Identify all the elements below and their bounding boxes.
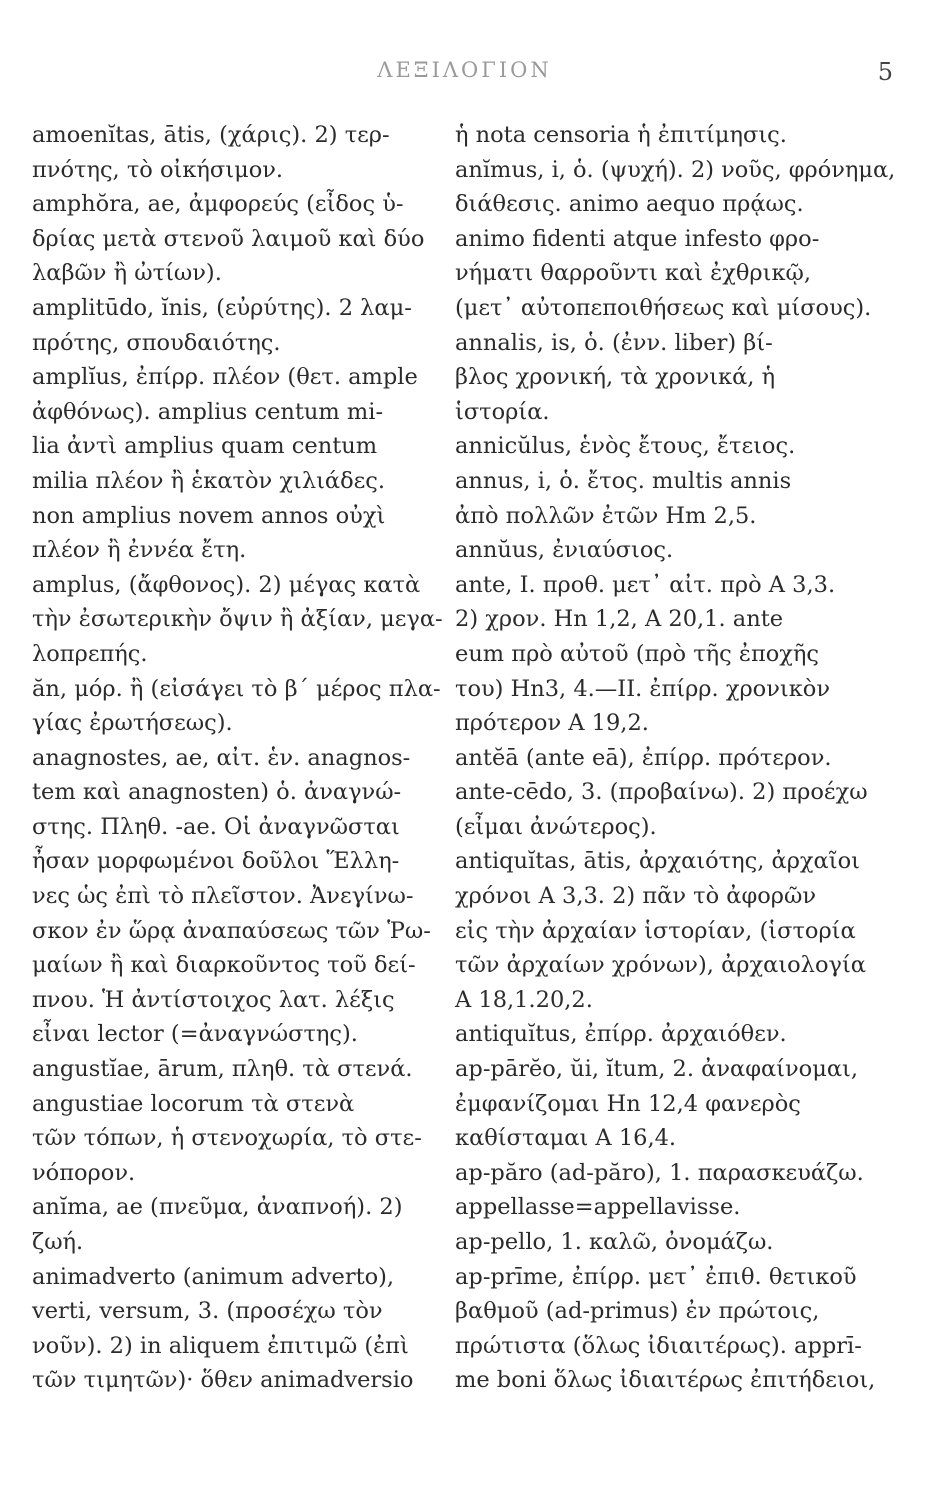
entry-line: annicŭlus, ἑνὸς ἔτους, ἔτειος. [455, 433, 796, 460]
entry-line: annŭus, ἐνιαύσιος. [455, 537, 674, 564]
entry-line: πλέον ἢ ἐννέα ἔτη. [32, 537, 247, 564]
entry-line: anagnostes, ae, αἰτ. ἑν. anagnos- [32, 744, 411, 771]
right-column [455, 118, 895, 1398]
entry-line: δρίας μετὰ στενοῦ λαιμοῦ καὶ δύο [32, 225, 425, 252]
entry-line: A 18,1.20,2. [455, 986, 593, 1013]
entry-line: πνότης, τὸ οἰκήσιμον. [32, 156, 284, 183]
entry-line: ap-prīme, ἐπίρρ. μετ᾽ ἐπιθ. θετικοῦ [455, 1263, 857, 1290]
entry-line: anĭmus, i, ὁ. (ψυχή). 2) νοῦς, φρόνημα, [455, 156, 896, 183]
entry-line: amplitūdo, ĭnis, (εὐρύτης). 2 λαμ- [32, 294, 412, 321]
entry-line: ζωή. [32, 1229, 84, 1255]
entry-line: ἱστορία. [455, 398, 550, 425]
entry-line: milia πλέον ἢ ἑκατὸν χιλιάδες. [32, 467, 386, 494]
entry-line: πρότης, σπουδαιότης. [32, 329, 281, 356]
entry-line: ap-păro (ad-păro), 1. παρασκευάζω. [455, 1159, 864, 1186]
entry-line: μαίων ἢ καὶ διαρκοῦντος τοῦ δεί- [32, 952, 416, 979]
left-column [32, 118, 447, 1398]
entry-line: annus, i, ὁ. ἔτος. multis annis [455, 467, 792, 494]
entry-line: angustiae locorum τὰ στενὰ [32, 1090, 355, 1117]
entry-line: ἀπὸ πολλῶν ἐτῶν Hm 2,5. [455, 502, 757, 529]
entry-line: ἦσαν μορφωμένοι δοῦλοι Ἕλλη- [32, 848, 400, 875]
running-title: ΛΕΞΙΛΟΓΙΟΝ [377, 58, 552, 82]
entry-line: στης. Πληθ. -ae. Οἱ ἀναγνῶσται [32, 813, 400, 840]
entry-line: ἐμφανίζομαι Hn 12,4 φανερὸς [455, 1090, 801, 1117]
entry-line: angustĭae, ārum, πληθ. τὰ στενά. [32, 1056, 413, 1083]
entry-line: eum πρὸ αὐτοῦ (πρὸ τῆς ἐποχῆς [455, 640, 819, 667]
entry-line: ante-cēdo, 3. (προβαίνω). 2) προέχω [455, 779, 868, 806]
entry-line: me boni ὅλως ἰδιαιτέρως ἐπιτήδειοι, [455, 1367, 876, 1394]
entry-line: ăn, μόρ. ἢ (εἰσάγει τὸ β΄ μέρος πλα- [32, 675, 441, 702]
entry-line: τῶν τόπων, ἡ στενοχωρία, τὸ στε- [32, 1125, 422, 1152]
entry-line: lia ἀντὶ amplius quam centum [32, 433, 378, 460]
entry-line: verti, versum, 3. (προσέχω τὸν [32, 1298, 383, 1325]
entry-line: του) Hn3, 4.—II. ἐπίρρ. χρονικὸν [455, 675, 831, 702]
entry-line: τὴν ἐσωτερικὴν ὄψιν ἢ ἀξίαν, μεγα- [32, 606, 443, 633]
entry-line: anĭma, ae (πνεῦμα, ἀναπνοή). 2) [32, 1194, 403, 1221]
entry-line: appellasse=appellavisse. [455, 1194, 741, 1221]
entry-line: amplĭus, ἐπίρρ. πλέον (θετ. ample [32, 364, 418, 391]
entry-line: tem καὶ anagnosten) ὁ. ἀναγνώ- [32, 779, 402, 806]
entry-line: amphŏra, ae, ἀμφορεύς (εἶδος ὑ- [32, 191, 404, 218]
entry-line: εἶναι lector (=ἀναγνώστης). [32, 1021, 358, 1048]
entry-line: non amplius novem annos οὐχὶ [32, 502, 386, 529]
entry-line: εἰς τὴν ἀρχαίαν ἱστορίαν, (ἱστορία [455, 917, 856, 944]
entry-line: πνου. Ἡ ἀντίστοιχος λατ. λέξις [32, 986, 395, 1013]
entry-line: ap-pārĕo, ŭi, ĭtum, 2. ἀναφαίνομαι, [455, 1056, 858, 1083]
entry-line: βλος χρονική, τὰ χρονικά, ἡ [455, 364, 776, 391]
entry-line: antiquĭtas, ātis, ἀρχαιότης, ἀρχαῖοι [455, 848, 860, 875]
entry-line: ἡ nota censoria ἡ ἐπιτίμησις. [455, 122, 787, 148]
entry-line: γίας ἐρωτήσεως). [32, 710, 233, 737]
entry-line: amplus, (ἄφθονος). 2) μέγας κατὰ [32, 571, 421, 598]
entry-line: τῶν τιμητῶν)· ὅθεν animadversio [32, 1367, 414, 1394]
entry-line: animadverto (animum adverto), [32, 1263, 395, 1290]
entry-line: πρότερον A 19,2. [455, 710, 649, 737]
entry-line: νήματι θαρροῦντι καὶ ἐχθρικῷ, [455, 260, 812, 287]
entry-line: καθίσταμαι A 16,4. [455, 1125, 677, 1152]
entry-line: animo fidenti atque infesto φρο- [455, 225, 820, 252]
page-number: 5 [877, 58, 893, 86]
entry-line: νες ὡς ἐπὶ τὸ πλεῖστον. Ἀνεγίνω- [32, 883, 414, 910]
entry-line: annalis, is, ὁ. (ἐνν. liber) βί- [455, 329, 773, 356]
entry-line: ante, I. προθ. μετ᾽ αἰτ. πρὸ A 3,3. [455, 571, 836, 598]
entry-line: χρόνοι A 3,3. 2) πᾶν τὸ ἀφορῶν [455, 883, 817, 910]
entry-line: τῶν ἀρχαίων χρόνων), ἀρχαιολογία [455, 952, 866, 979]
entry-line: 2) χρον. Hn 1,2, A 20,1. ante [455, 606, 784, 633]
entry-line: (μετ᾽ αὐτοπεποιθήσεως καὶ μίσους). [455, 294, 872, 321]
entry-line: amoenĭtas, ātis, (χάρις). 2) τερ- [32, 122, 390, 148]
entry-line: βαθμοῦ (ad-primus) ἐν πρώτοις, [455, 1298, 820, 1325]
entry-line: antĕā (ante eā), ἐπίρρ. πρότερον. [455, 744, 832, 771]
entry-line: πρώτιστα (ὅλως ἰδιαιτέρως). apprī- [455, 1332, 862, 1359]
entry-line: ap-pello, 1. καλῶ, ὀνομάζω. [455, 1229, 774, 1255]
entry-line: νόπορον. [32, 1159, 136, 1186]
entry-line: ἀφθόνως). amplius centum mi- [32, 398, 384, 425]
entry-line: σκον ἐν ὥρᾳ ἀναπαύσεως τῶν Ῥω- [32, 917, 431, 944]
entry-line: λαβῶν ἢ ὠτίων). [32, 260, 222, 287]
entry-line: διάθεσις. animo aequo πρᾴως. [455, 191, 804, 218]
entry-line: antiquĭtus, ἐπίρρ. ἀρχαιόθεν. [455, 1021, 787, 1048]
entry-line: (εἶμαι ἀνώτερος). [455, 813, 657, 840]
entry-line: νοῦν). 2) in aliquem ἐπιτιμῶ (ἐπὶ [32, 1332, 409, 1359]
entry-line: λοπρεπής. [32, 640, 148, 667]
